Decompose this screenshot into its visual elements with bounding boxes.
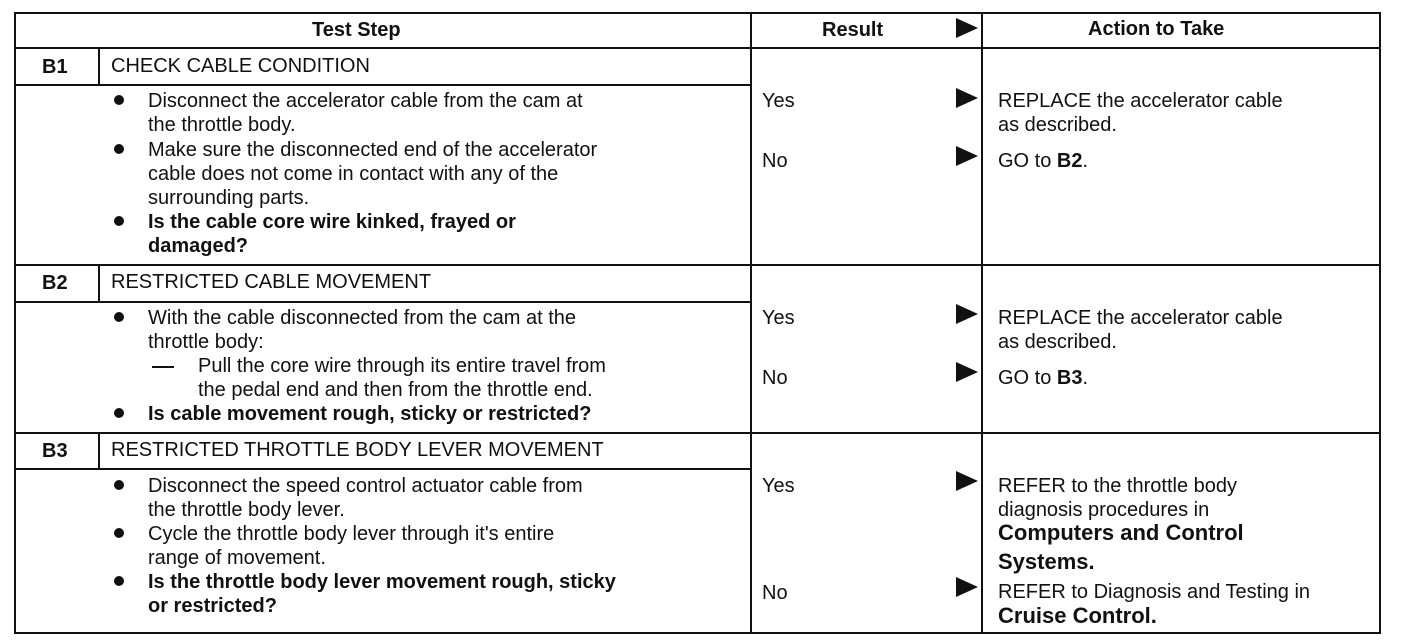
b2-line: With the cable disconnected from the cam at the [148,307,576,329]
arrow-icon [956,362,978,382]
b2-action-yes: as described. [998,331,1117,353]
b3-action-no-link[interactable]: Cruise Control. [998,603,1157,628]
arrow-icon [956,304,978,324]
b3-line: range of movement. [148,547,326,569]
b1-result-yes: Yes [762,90,795,112]
b1-line: surrounding parts. [148,187,310,209]
dash-icon [152,366,174,368]
b3-question: or restricted? [148,595,277,617]
b1-action-yes: as described. [998,114,1117,136]
b3-action-no: REFER to Diagnosis and Testing in [998,581,1311,603]
b1-action-yes: REPLACE the accelerator cable [998,90,1283,112]
b2-action-yes: REPLACE the accelerator cable [998,307,1283,329]
step-title-b1: CHECK CABLE CONDITION [111,55,370,77]
step-id-b3: B3 [42,440,68,462]
arrow-icon [956,577,978,597]
b2-result-no: No [762,367,788,389]
bullet-icon [114,408,124,418]
arrow-icon [956,146,978,166]
b1-question: damaged? [148,235,249,257]
b2-question: Is cable movement rough, sticky or restricted? [148,403,592,425]
goto-prefix: GO to [998,367,1057,389]
goto-suffix: . [1082,150,1089,172]
b2-line: throttle body: [148,331,264,353]
b3-result-no: No [762,582,788,604]
b2-subline: the pedal end and then from the throttle end. [198,379,593,401]
id-divider-b1 [98,49,100,85]
b1-line: Disconnect the accelerator cable from the cam at [148,90,583,112]
bullet-icon [114,528,124,538]
header-divider [16,47,1379,49]
goto-prefix: GO to [998,150,1057,172]
header-action: Action to Take [1088,18,1225,40]
header-arrow-icon [956,18,978,38]
id-divider-b3 [98,433,100,469]
b2-subline: Pull the core wire through its entire travel from [198,355,606,377]
header-result: Result [822,19,884,41]
b1-line: Make sure the disconnected end of the accelerator [148,139,598,161]
diagnosis-table [14,12,1381,634]
b2-title-divider [16,301,750,303]
b3-action-yes-link[interactable]: Computers and Control [998,520,1244,545]
bullet-icon [114,216,124,226]
goto-link[interactable]: B2 [1056,150,1083,172]
b2-result-yes: Yes [762,307,795,329]
b3-action-yes: diagnosis procedures in [998,499,1210,521]
b1-result-no: No [762,150,788,172]
header-test-step: Test Step [312,19,401,41]
step-title-b2: RESTRICTED CABLE MOVEMENT [111,271,432,293]
step-id-b1: B1 [42,56,68,78]
arrow-icon [956,471,978,491]
bullet-icon [114,312,124,322]
bullet-icon [114,480,124,490]
b3-title-divider [16,468,750,470]
goto-link[interactable]: B3 [1056,367,1083,389]
col-divider-result [750,14,752,632]
b3-action-yes: REFER to the throttle body [998,475,1238,497]
col-divider-action [981,14,983,632]
b3-line: Cycle the throttle body lever through it's entire [148,523,555,545]
b1-line: the throttle body. [148,114,296,136]
bullet-icon [114,144,124,154]
b2-action-no [998,366,1088,390]
step-title-b3: RESTRICTED THROTTLE BODY LEVER MOVEMENT [111,439,604,461]
b2-b3-divider [16,432,1379,434]
goto-suffix: . [1082,367,1089,389]
b1-line: cable does not come in contact with any of the [148,163,559,185]
id-divider-b2 [98,265,100,301]
b1-action-no [998,149,1088,173]
b3-action-yes-link[interactable]: Systems. [998,549,1095,574]
b3-result-yes: Yes [762,475,795,497]
b3-line: Disconnect the speed control actuator cable from [148,475,583,497]
arrow-icon [956,88,978,108]
bullet-icon [114,95,124,105]
b1-b2-divider [16,264,1379,266]
b3-question: Is the throttle body lever movement rough, sticky [148,571,616,593]
b1-title-divider [16,84,750,86]
step-id-b2: B2 [42,272,68,294]
bullet-icon [114,576,124,586]
b3-line: the throttle body lever. [148,499,345,521]
b1-question: Is the cable core wire kinked, frayed or [148,211,516,233]
